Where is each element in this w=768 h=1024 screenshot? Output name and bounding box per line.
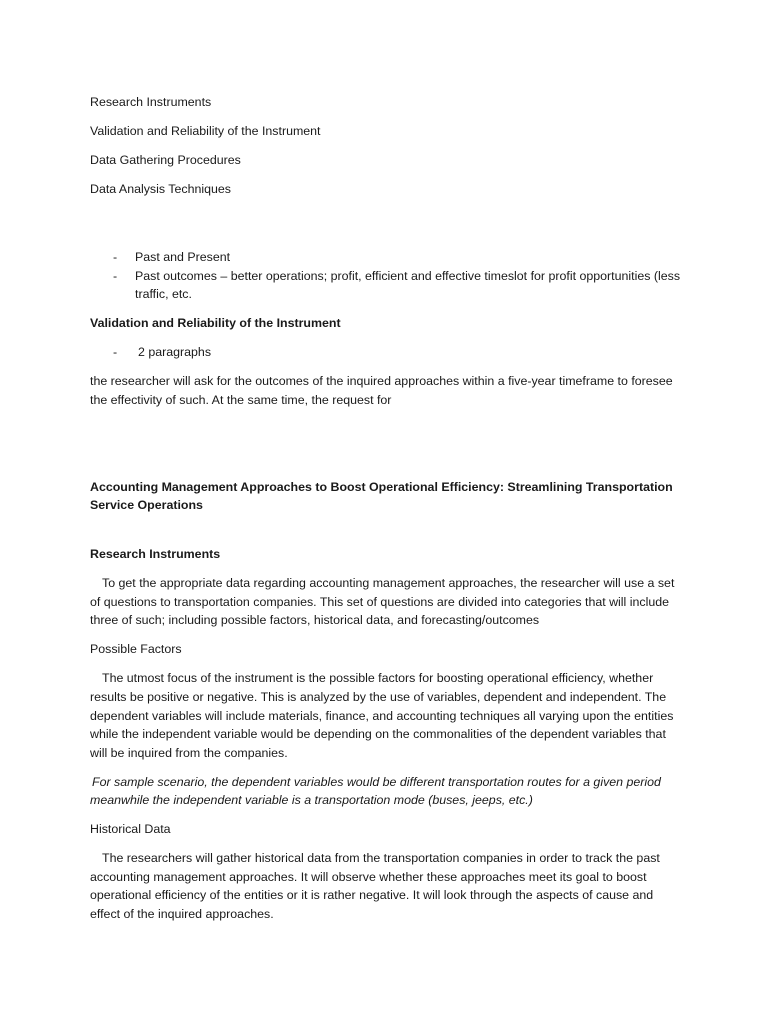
spacer [90, 525, 680, 545]
spacer [90, 209, 680, 248]
list-item [90, 267, 680, 304]
list-item [90, 343, 680, 362]
document-page [90, 93, 680, 934]
validation-paragraph: the researcher will ask for the outcomes of the inquired approaches within a five-year timeframe to foresee the effectivity of such. At the same time, the request for [90, 374, 673, 407]
dash-bullet: - [113, 268, 118, 283]
outline-item-data-analysis: Data Analysis Techniques [90, 181, 231, 196]
possible-factors-heading: Possible Factors [90, 642, 182, 657]
research-instruments-heading: Research Instruments [90, 547, 221, 562]
research-instruments-paragraph: To get the appropriate data regarding accounting management approaches, the researcher will use a set of questions to transportation companies. This set of questions are divided into categories that will include three of such; including possible factors, historical data, and forecasting/outcomes [90, 576, 675, 628]
list-item [90, 248, 680, 267]
list-item-text: Past outcomes – better operations; profit, efficient and effective timeslot for profit opportunities (less traffic, etc. [135, 268, 681, 302]
list-item-text: Past and Present [135, 249, 231, 264]
validation-heading: Validation and Reliability of the Instrument [90, 316, 341, 331]
possible-factors-example: For sample scenario, the dependent variables would be different transportation routes for a given period meanwhile the independent variable is a transportation mode (buses, jeeps, etc.) [90, 774, 661, 808]
bullet-list-validation [90, 343, 680, 362]
outline-item-data-gathering: Data Gathering Procedures [90, 152, 241, 167]
spacer [90, 420, 680, 478]
outline-item-validation: Validation and Reliability of the Instrument [90, 123, 321, 138]
outline-item-research-instruments: Research Instruments [90, 95, 212, 109]
possible-factors-paragraph: The utmost focus of the instrument is the possible factors for boosting operational efficiency, whether results be positive or negative. This is analyzed by the use of variables, dependent and independent. The dependent variables will include materials, finance, and accounting techniques all varying upon the entities while the independent variable would be depending on the commonalities of the dependent variables that will be inquired from the companies. [90, 671, 674, 760]
document-title: Accounting Management Approaches to Boost Operational Efficiency: Streamlining Transportation Service Operations [90, 479, 673, 513]
historical-data-paragraph: The researchers will gather historical data from the transportation companies in order to track the past accounting management approaches. It will observe whether these approaches meet its goal to boost operational efficiency of the entities or it is rather negative. It will look through the aspects of cause and effect of the inquired approaches. [90, 851, 660, 922]
dash-bullet: - [113, 249, 118, 264]
historical-data-heading: Historical Data [90, 822, 171, 837]
list-item-text: 2 paragraphs [138, 345, 212, 360]
bullet-list-past [90, 248, 680, 304]
dash-bullet: - [113, 345, 118, 360]
